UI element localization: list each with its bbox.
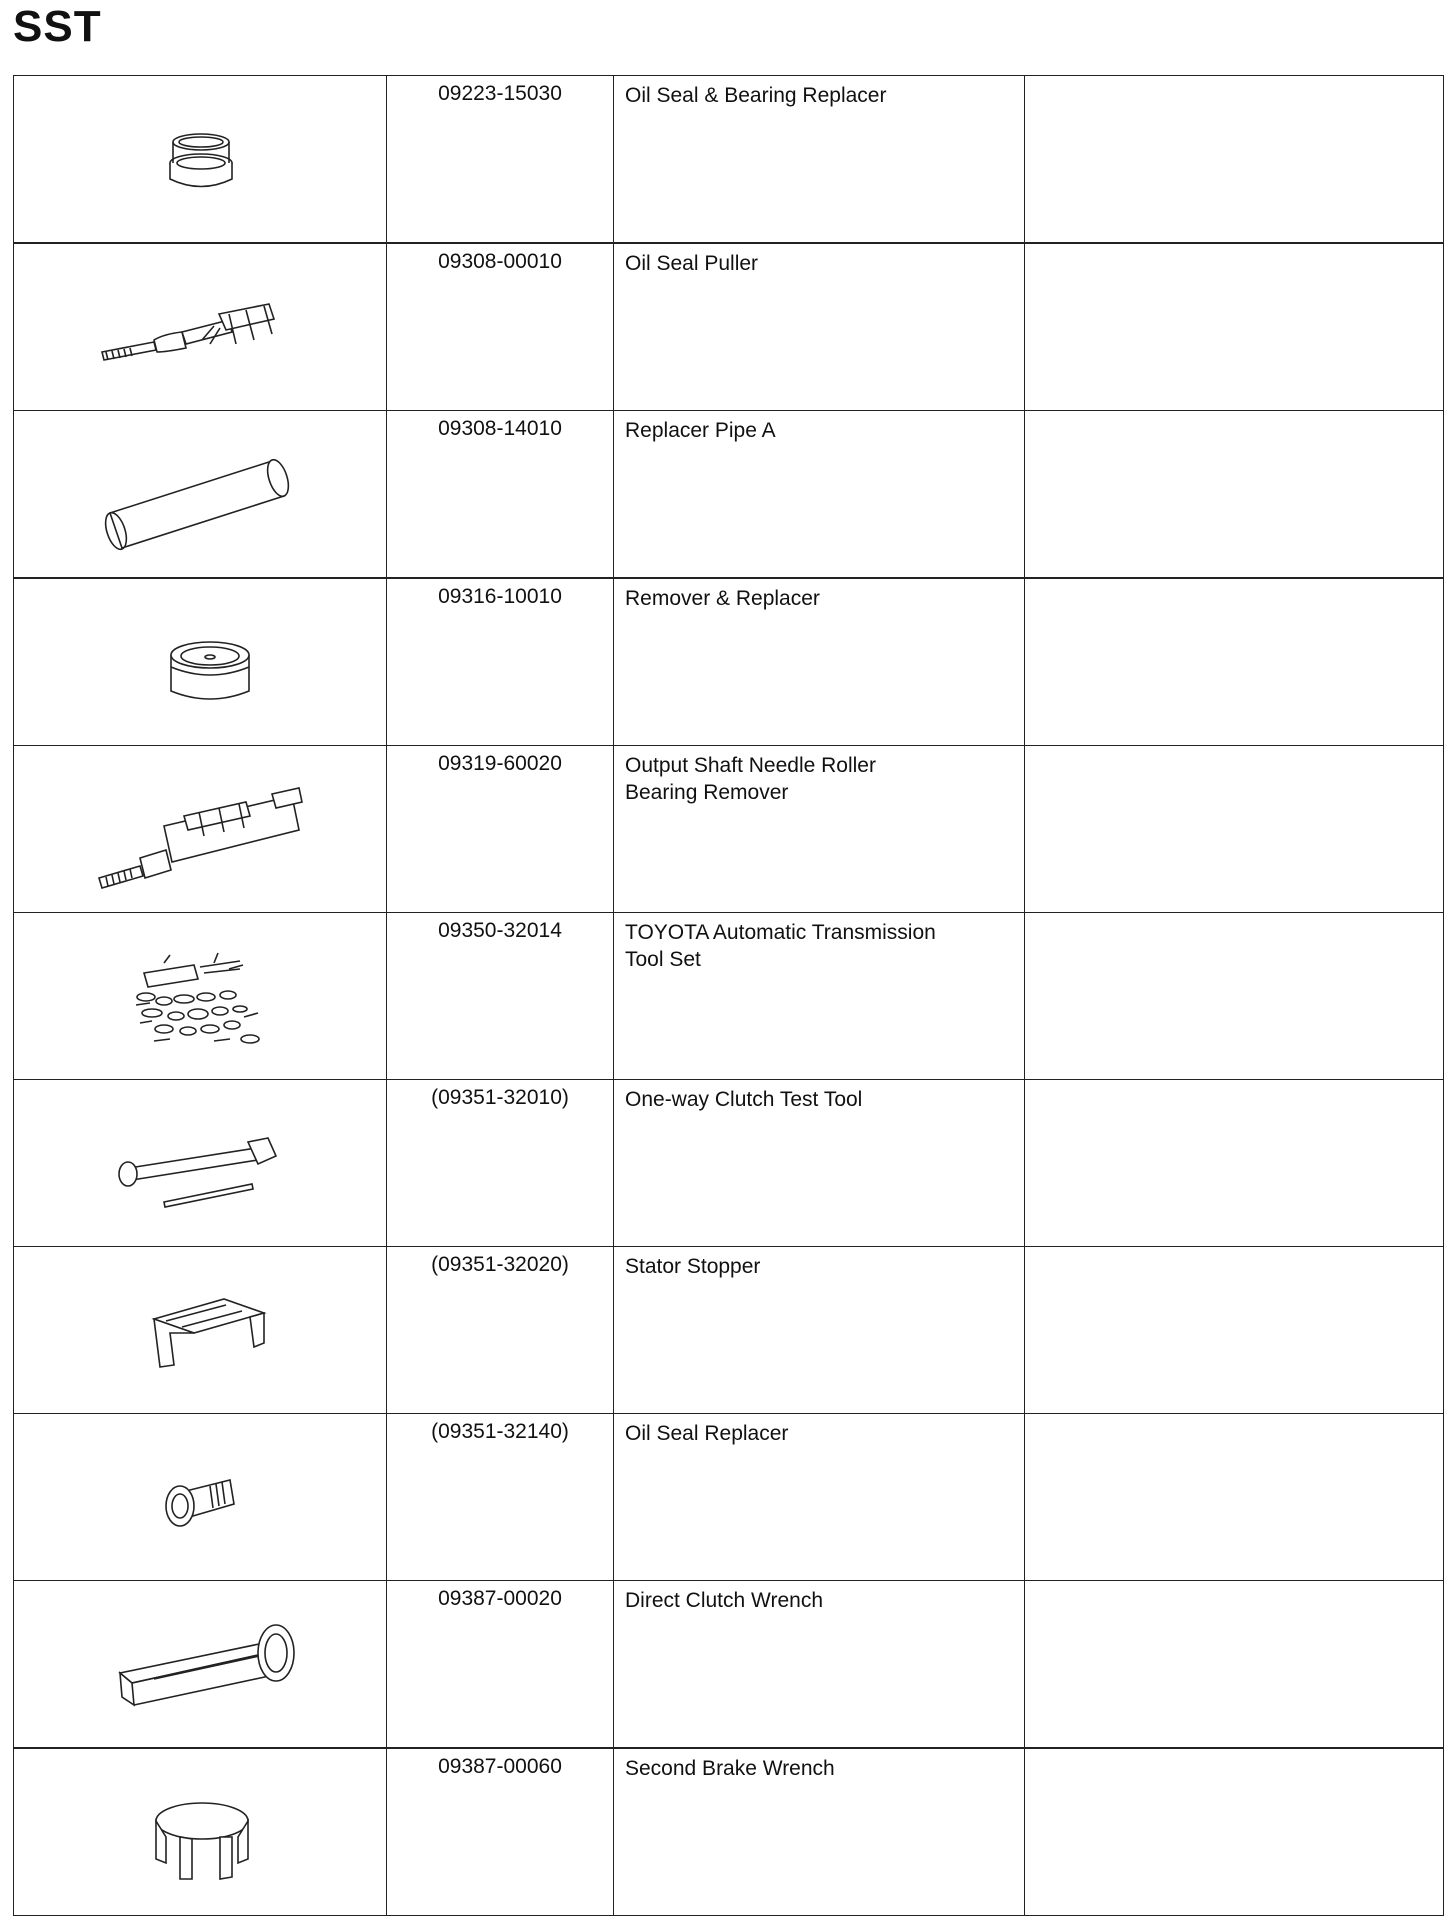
tool-name: Second Brake Wrench	[614, 1748, 1025, 1916]
part-number: 09316-10010	[387, 578, 614, 746]
note-cell	[1025, 746, 1444, 913]
page-title: SST	[13, 2, 102, 51]
bearing-remover-icon	[14, 746, 386, 906]
replacer-pipe-icon	[14, 411, 386, 571]
note-cell	[1025, 913, 1444, 1080]
table-row	[14, 243, 1444, 411]
note-cell	[1025, 76, 1444, 244]
tool-image-cell	[14, 76, 387, 244]
tool-image-cell	[14, 746, 387, 913]
clutch-test-tool-icon	[14, 1080, 386, 1240]
table-row	[14, 913, 1444, 1080]
tool-set-icon	[14, 913, 386, 1073]
tool-name: Oil Seal & Bearing Replacer	[614, 76, 1025, 244]
tool-name: TOYOTA Automatic Transmission Tool Set	[614, 913, 1025, 1080]
oil-seal-puller-icon	[14, 244, 386, 404]
tool-image-cell	[14, 1247, 387, 1414]
part-number: (09351-32140)	[387, 1414, 614, 1581]
part-number: 09387-00060	[387, 1748, 614, 1916]
part-number: (09351-32020)	[387, 1247, 614, 1414]
table-row	[14, 1080, 1444, 1247]
direct-clutch-wrench-icon	[14, 1581, 386, 1741]
sst-table	[13, 75, 1444, 1916]
note-cell	[1025, 411, 1444, 579]
part-number: 09308-00010	[387, 243, 614, 411]
tool-image-cell	[14, 243, 387, 411]
part-number: 09308-14010	[387, 411, 614, 579]
tool-name: One-way Clutch Test Tool	[614, 1080, 1025, 1247]
part-number: 09223-15030	[387, 76, 614, 244]
table-row	[14, 746, 1444, 913]
note-cell	[1025, 1080, 1444, 1247]
second-brake-wrench-icon	[14, 1749, 386, 1909]
note-cell	[1025, 243, 1444, 411]
stator-stopper-icon	[14, 1247, 386, 1407]
tool-name: Oil Seal Puller	[614, 243, 1025, 411]
part-number: (09351-32010)	[387, 1080, 614, 1247]
remover-replacer-icon	[14, 579, 386, 739]
tool-name: Replacer Pipe A	[614, 411, 1025, 579]
oil-seal-bearing-replacer-icon	[14, 76, 386, 236]
tool-image-cell	[14, 578, 387, 746]
tool-image-cell	[14, 411, 387, 579]
tool-image-cell	[14, 1414, 387, 1581]
table-row	[14, 411, 1444, 579]
table-row	[14, 1748, 1444, 1916]
note-cell	[1025, 578, 1444, 746]
table-row	[14, 1581, 1444, 1749]
part-number: 09319-60020	[387, 746, 614, 913]
tool-image-cell	[14, 913, 387, 1080]
table-row	[14, 578, 1444, 746]
tool-image-cell	[14, 1581, 387, 1749]
tool-name: Output Shaft Needle Roller Bearing Remover	[614, 746, 1025, 913]
tool-name: Remover & Replacer	[614, 578, 1025, 746]
tool-name: Stator Stopper	[614, 1247, 1025, 1414]
note-cell	[1025, 1414, 1444, 1581]
tool-image-cell	[14, 1080, 387, 1247]
table-row	[14, 1414, 1444, 1581]
note-cell	[1025, 1581, 1444, 1749]
oil-seal-replacer-icon	[14, 1414, 386, 1574]
table-row	[14, 76, 1444, 244]
part-number: 09387-00020	[387, 1581, 614, 1749]
note-cell	[1025, 1247, 1444, 1414]
table-row	[14, 1247, 1444, 1414]
tool-name: Direct Clutch Wrench	[614, 1581, 1025, 1749]
note-cell	[1025, 1748, 1444, 1916]
tool-name: Oil Seal Replacer	[614, 1414, 1025, 1581]
tool-image-cell	[14, 1748, 387, 1916]
part-number: 09350-32014	[387, 913, 614, 1080]
